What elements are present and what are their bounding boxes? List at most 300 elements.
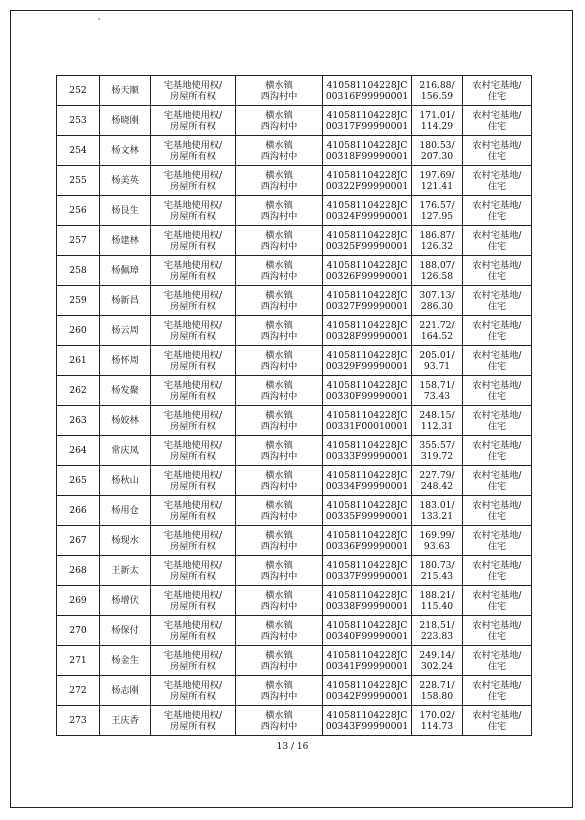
area-line: 307.13/: [419, 289, 455, 301]
parcel-code-line: 00341F99990001: [325, 660, 409, 672]
owner-name-cell: 杨秋山: [100, 466, 151, 496]
table-row: [57, 286, 532, 316]
location-cell: [236, 346, 323, 376]
location-line: 横水镇: [265, 439, 293, 451]
area-line: 180.53/: [419, 139, 455, 151]
parcel-code-line: 00318F99990001: [325, 150, 409, 162]
parcel-code-line: 00337F99990001: [325, 570, 409, 582]
owner-name-cell: 常庆凤: [100, 436, 151, 466]
right-type-line: 宅基地使用权/: [163, 139, 223, 151]
parcel-code-cell: [323, 406, 412, 436]
owner-name-cell: 杨发聚: [100, 376, 151, 406]
land-use-line: 住宅: [487, 630, 507, 642]
area-line: 216.88/: [419, 79, 455, 91]
area-cell: [412, 466, 463, 496]
land-use-cell: [463, 406, 532, 436]
right-type-cell: [151, 376, 236, 406]
location-line: 西沟村中: [260, 420, 298, 432]
parcel-code-line: 410581104228JC: [326, 709, 408, 721]
right-type-cell: [151, 346, 236, 376]
area-line: 218.51/: [419, 619, 455, 631]
location-line: 横水镇: [265, 559, 293, 571]
right-type-line: 房屋所有权: [170, 720, 216, 732]
location-line: 西沟村中: [260, 510, 298, 522]
area-line: 215.43: [420, 570, 454, 582]
land-use-cell: [463, 136, 532, 166]
right-type-line: 房屋所有权: [170, 660, 216, 672]
area-line: 127.95: [420, 210, 454, 222]
parcel-code-line: 00329F99990001: [325, 360, 409, 372]
table-row: [57, 196, 532, 226]
parcel-code-line: 410581104228JC: [326, 649, 408, 661]
land-use-line: 农村宅基地/: [472, 499, 522, 511]
right-type-line: 宅基地使用权/: [163, 649, 223, 661]
land-use-line: 农村宅基地/: [472, 619, 522, 631]
location-line: 西沟村中: [260, 300, 298, 312]
land-use-line: 农村宅基地/: [472, 319, 522, 331]
land-use-line: 住宅: [487, 720, 507, 732]
right-type-line: 宅基地使用权/: [163, 319, 223, 331]
record-number-cell: 270: [57, 616, 100, 646]
right-type-line: 宅基地使用权/: [163, 259, 223, 271]
land-use-line: 农村宅基地/: [472, 649, 522, 661]
location-line: 西沟村中: [260, 210, 298, 222]
area-line: 169.99/: [419, 529, 455, 541]
parcel-code-line: 00331F00010001: [325, 420, 409, 432]
table-row: [57, 676, 532, 706]
right-type-line: 宅基地使用权/: [163, 109, 223, 121]
right-type-cell: [151, 196, 236, 226]
location-cell: [236, 406, 323, 436]
parcel-code-line: 00338F99990001: [325, 600, 409, 612]
location-cell: [236, 706, 323, 736]
land-use-line: 农村宅基地/: [472, 409, 522, 421]
parcel-code-cell: [323, 676, 412, 706]
land-use-line: 农村宅基地/: [472, 139, 522, 151]
parcel-code-cell: [323, 496, 412, 526]
right-type-line: 房屋所有权: [170, 510, 216, 522]
location-line: 西沟村中: [260, 150, 298, 162]
parcel-code-line: 410581104228JC: [326, 79, 408, 91]
right-type-line: 房屋所有权: [170, 690, 216, 702]
location-line: 西沟村中: [260, 120, 298, 132]
location-cell: [236, 226, 323, 256]
table-row: [57, 526, 532, 556]
area-line: 115.40: [420, 600, 454, 612]
owner-name-cell: 杨文林: [100, 136, 151, 166]
parcel-code-cell: [323, 436, 412, 466]
area-cell: [412, 136, 463, 166]
parcel-code-line: 00335F99990001: [325, 510, 409, 522]
right-type-line: 房屋所有权: [170, 420, 216, 432]
land-use-line: 住宅: [487, 150, 507, 162]
owner-name-cell: 杨云周: [100, 316, 151, 346]
location-cell: [236, 76, 323, 106]
owner-name-cell: 王庆香: [100, 706, 151, 736]
parcel-code-line: 410581104228JC: [326, 529, 408, 541]
table-row: [57, 406, 532, 436]
right-type-cell: [151, 496, 236, 526]
area-cell: [412, 646, 463, 676]
parcel-code-line: 00317F99990001: [325, 120, 409, 132]
table-row: [57, 706, 532, 736]
location-cell: [236, 586, 323, 616]
table-row: [57, 256, 532, 286]
area-line: 249.14/: [419, 649, 455, 661]
right-type-line: 房屋所有权: [170, 630, 216, 642]
location-cell: [236, 136, 323, 166]
right-type-line: 房屋所有权: [170, 210, 216, 222]
right-type-line: 房屋所有权: [170, 600, 216, 612]
area-cell: [412, 346, 463, 376]
owner-name-cell: 杨姣林: [100, 406, 151, 436]
area-cell: [412, 676, 463, 706]
table-row: [57, 556, 532, 586]
area-line: 93.71: [423, 360, 451, 372]
land-use-line: 住宅: [487, 480, 507, 492]
area-line: 158.80: [420, 690, 454, 702]
location-line: 西沟村中: [260, 450, 298, 462]
location-cell: [236, 436, 323, 466]
area-line: 302.24: [420, 660, 454, 672]
area-cell: [412, 196, 463, 226]
right-type-line: 房屋所有权: [170, 90, 216, 102]
parcel-code-line: 410581104228JC: [326, 289, 408, 301]
land-use-cell: [463, 496, 532, 526]
area-line: 183.01/: [419, 499, 455, 511]
location-cell: [236, 376, 323, 406]
parcel-code-line: 00340F99990001: [325, 630, 409, 642]
parcel-code-line: 00334F99990001: [325, 480, 409, 492]
location-line: 横水镇: [265, 259, 293, 271]
land-use-line: 住宅: [487, 540, 507, 552]
parcel-code-cell: [323, 286, 412, 316]
area-cell: [412, 226, 463, 256]
right-type-cell: [151, 286, 236, 316]
area-line: 93.63: [423, 540, 451, 552]
location-line: 横水镇: [265, 499, 293, 511]
area-line: 112.31: [420, 420, 454, 432]
location-line: 横水镇: [265, 169, 293, 181]
location-cell: [236, 616, 323, 646]
location-cell: [236, 196, 323, 226]
parcel-code-cell: [323, 316, 412, 346]
area-cell: [412, 286, 463, 316]
parcel-code-line: 410581104228JC: [326, 589, 408, 601]
land-use-line: 住宅: [487, 420, 507, 432]
area-line: 197.69/: [419, 169, 455, 181]
location-line: 西沟村中: [260, 330, 298, 342]
right-type-line: 宅基地使用权/: [163, 589, 223, 601]
record-number-cell: 253: [57, 106, 100, 136]
land-use-cell: [463, 286, 532, 316]
parcel-code-line: 410581104228JC: [326, 679, 408, 691]
right-type-cell: [151, 586, 236, 616]
record-number-cell: 257: [57, 226, 100, 256]
land-use-line: 农村宅基地/: [472, 79, 522, 91]
owner-name-cell: 杨晓刚: [100, 106, 151, 136]
table-row: [57, 496, 532, 526]
right-type-cell: [151, 526, 236, 556]
parcel-code-cell: [323, 556, 412, 586]
area-line: 319.72: [420, 450, 454, 462]
location-line: 横水镇: [265, 229, 293, 241]
land-use-cell: [463, 556, 532, 586]
area-line: 171.01/: [419, 109, 455, 121]
parcel-code-line: 00333F99990001: [325, 450, 409, 462]
table-row: [57, 76, 532, 106]
owner-name-cell: 杨新昌: [100, 286, 151, 316]
table-row: [57, 316, 532, 346]
land-use-line: 住宅: [487, 450, 507, 462]
parcel-code-cell: [323, 646, 412, 676]
right-type-line: 宅基地使用权/: [163, 79, 223, 91]
right-type-line: 宅基地使用权/: [163, 349, 223, 361]
owner-name-cell: 杨保付: [100, 616, 151, 646]
owner-name-cell: 杨怀周: [100, 346, 151, 376]
land-use-cell: [463, 106, 532, 136]
parcel-code-cell: [323, 466, 412, 496]
right-type-line: 宅基地使用权/: [163, 169, 223, 181]
parcel-code-line: 410581104228JC: [326, 139, 408, 151]
record-number-cell: 262: [57, 376, 100, 406]
location-line: 横水镇: [265, 79, 293, 91]
right-type-line: 宅基地使用权/: [163, 679, 223, 691]
location-line: 西沟村中: [260, 570, 298, 582]
record-number-cell: 256: [57, 196, 100, 226]
right-type-line: 宅基地使用权/: [163, 469, 223, 481]
parcel-code-line: 00328F99990001: [325, 330, 409, 342]
owner-name-cell: 杨佩璋: [100, 256, 151, 286]
land-use-cell: [463, 616, 532, 646]
location-line: 横水镇: [265, 289, 293, 301]
parcel-code-line: 410581104228JC: [326, 619, 408, 631]
area-cell: [412, 616, 463, 646]
location-line: 横水镇: [265, 709, 293, 721]
right-type-cell: [151, 436, 236, 466]
right-type-line: 房屋所有权: [170, 540, 216, 552]
area-line: 221.72/: [419, 319, 455, 331]
location-cell: [236, 316, 323, 346]
right-type-cell: [151, 136, 236, 166]
parcel-code-cell: [323, 616, 412, 646]
land-use-line: 住宅: [487, 300, 507, 312]
right-type-line: 房屋所有权: [170, 570, 216, 582]
land-use-line: 住宅: [487, 210, 507, 222]
right-type-cell: [151, 406, 236, 436]
location-line: 横水镇: [265, 469, 293, 481]
right-type-line: 房屋所有权: [170, 240, 216, 252]
area-cell: [412, 526, 463, 556]
owner-name-cell: 杨金生: [100, 646, 151, 676]
table-row: [57, 466, 532, 496]
page-number: 13 / 16: [276, 742, 309, 752]
location-line: 横水镇: [265, 379, 293, 391]
land-use-line: 农村宅基地/: [472, 109, 522, 121]
property-rights-table: [56, 75, 532, 736]
location-line: 横水镇: [265, 409, 293, 421]
area-line: 286.30: [420, 300, 454, 312]
right-type-cell: [151, 256, 236, 286]
land-use-line: 农村宅基地/: [472, 199, 522, 211]
area-line: 156.59: [420, 90, 454, 102]
land-use-line: 农村宅基地/: [472, 439, 522, 451]
parcel-code-cell: [323, 586, 412, 616]
land-use-line: 农村宅基地/: [472, 379, 522, 391]
right-type-cell: [151, 676, 236, 706]
parcel-code-cell: [323, 526, 412, 556]
area-line: 126.32: [420, 240, 454, 252]
parcel-code-cell: [323, 76, 412, 106]
record-number-cell: 273: [57, 706, 100, 736]
record-number-cell: 267: [57, 526, 100, 556]
parcel-code-line: 00336F99990001: [325, 540, 409, 552]
land-use-line: 住宅: [487, 600, 507, 612]
owner-name-cell: 杨艮生: [100, 196, 151, 226]
location-cell: [236, 286, 323, 316]
area-line: 114.73: [420, 720, 454, 732]
right-type-cell: [151, 226, 236, 256]
parcel-code-line: 410581104228JC: [326, 469, 408, 481]
location-line: 横水镇: [265, 319, 293, 331]
location-line: 西沟村中: [260, 630, 298, 642]
land-use-cell: [463, 166, 532, 196]
right-type-line: 宅基地使用权/: [163, 199, 223, 211]
land-use-line: 住宅: [487, 390, 507, 402]
table-row: [57, 346, 532, 376]
area-cell: [412, 556, 463, 586]
location-line: 西沟村中: [260, 90, 298, 102]
land-use-cell: [463, 376, 532, 406]
parcel-code-cell: [323, 136, 412, 166]
land-use-cell: [463, 466, 532, 496]
table-row: [57, 226, 532, 256]
location-cell: [236, 106, 323, 136]
area-line: 158.71/: [419, 379, 455, 391]
land-use-line: 住宅: [487, 360, 507, 372]
area-line: 73.43: [423, 390, 451, 402]
area-line: 170.02/: [419, 709, 455, 721]
location-line: 西沟村中: [260, 720, 298, 732]
area-cell: [412, 586, 463, 616]
right-type-line: 房屋所有权: [170, 300, 216, 312]
area-cell: [412, 406, 463, 436]
location-line: 西沟村中: [260, 660, 298, 672]
right-type-cell: [151, 616, 236, 646]
right-type-line: 宅基地使用权/: [163, 379, 223, 391]
land-use-line: 住宅: [487, 660, 507, 672]
right-type-cell: [151, 466, 236, 496]
parcel-code-cell: [323, 196, 412, 226]
table-row: [57, 436, 532, 466]
parcel-code-cell: [323, 346, 412, 376]
record-number-cell: 268: [57, 556, 100, 586]
area-line: 248.15/: [419, 409, 455, 421]
area-line: 205.01/: [419, 349, 455, 361]
land-use-line: 农村宅基地/: [472, 679, 522, 691]
parcel-code-cell: [323, 166, 412, 196]
land-use-line: 农村宅基地/: [472, 589, 522, 601]
land-use-line: 住宅: [487, 240, 507, 252]
location-line: 横水镇: [265, 529, 293, 541]
area-cell: [412, 316, 463, 346]
table-body: [57, 76, 532, 736]
owner-name-cell: 杨美英: [100, 166, 151, 196]
table-row: [57, 646, 532, 676]
parcel-code-line: 410581104228JC: [326, 379, 408, 391]
parcel-code-line: 00316F99990001: [325, 90, 409, 102]
parcel-code-line: 410581104228JC: [326, 229, 408, 241]
owner-name-cell: 杨志刚: [100, 676, 151, 706]
area-line: 186.87/: [419, 229, 455, 241]
area-cell: [412, 496, 463, 526]
record-number-cell: 269: [57, 586, 100, 616]
location-cell: [236, 676, 323, 706]
land-use-line: 农村宅基地/: [472, 349, 522, 361]
land-use-cell: [463, 226, 532, 256]
location-line: 横水镇: [265, 679, 293, 691]
land-use-line: 住宅: [487, 510, 507, 522]
right-type-line: 宅基地使用权/: [163, 619, 223, 631]
record-number-cell: 263: [57, 406, 100, 436]
location-cell: [236, 256, 323, 286]
area-cell: [412, 76, 463, 106]
owner-name-cell: 杨增伏: [100, 586, 151, 616]
location-line: 横水镇: [265, 619, 293, 631]
parcel-code-line: 410581104228JC: [326, 169, 408, 181]
right-type-line: 房屋所有权: [170, 450, 216, 462]
area-line: 180.73/: [419, 559, 455, 571]
land-use-line: 住宅: [487, 270, 507, 282]
area-cell: [412, 706, 463, 736]
land-use-line: 住宅: [487, 120, 507, 132]
record-number-cell: 271: [57, 646, 100, 676]
right-type-cell: [151, 556, 236, 586]
land-use-line: 农村宅基地/: [472, 469, 522, 481]
record-number-cell: 265: [57, 466, 100, 496]
right-type-cell: [151, 166, 236, 196]
land-use-cell: [463, 76, 532, 106]
area-line: 164.52: [420, 330, 454, 342]
parcel-code-line: 410581104228JC: [326, 559, 408, 571]
area-cell: [412, 376, 463, 406]
right-type-line: 宅基地使用权/: [163, 529, 223, 541]
right-type-line: 宅基地使用权/: [163, 439, 223, 451]
right-type-line: 房屋所有权: [170, 390, 216, 402]
parcel-code-line: 00343F99990001: [325, 720, 409, 732]
location-line: 横水镇: [265, 649, 293, 661]
table-row: [57, 376, 532, 406]
parcel-code-line: 410581104228JC: [326, 499, 408, 511]
owner-name-cell: 杨天顺: [100, 76, 151, 106]
parcel-code-cell: [323, 256, 412, 286]
area-line: 188.07/: [419, 259, 455, 271]
land-use-cell: [463, 256, 532, 286]
location-cell: [236, 646, 323, 676]
parcel-code-cell: [323, 106, 412, 136]
location-line: 西沟村中: [260, 360, 298, 372]
land-use-cell: [463, 436, 532, 466]
right-type-line: 宅基地使用权/: [163, 229, 223, 241]
area-line: 248.42: [420, 480, 454, 492]
location-line: 西沟村中: [260, 600, 298, 612]
land-use-cell: [463, 676, 532, 706]
parcel-code-line: 410581104228JC: [326, 319, 408, 331]
land-use-cell: [463, 706, 532, 736]
location-cell: [236, 526, 323, 556]
record-number-cell: 264: [57, 436, 100, 466]
owner-name-cell: 杨建林: [100, 226, 151, 256]
